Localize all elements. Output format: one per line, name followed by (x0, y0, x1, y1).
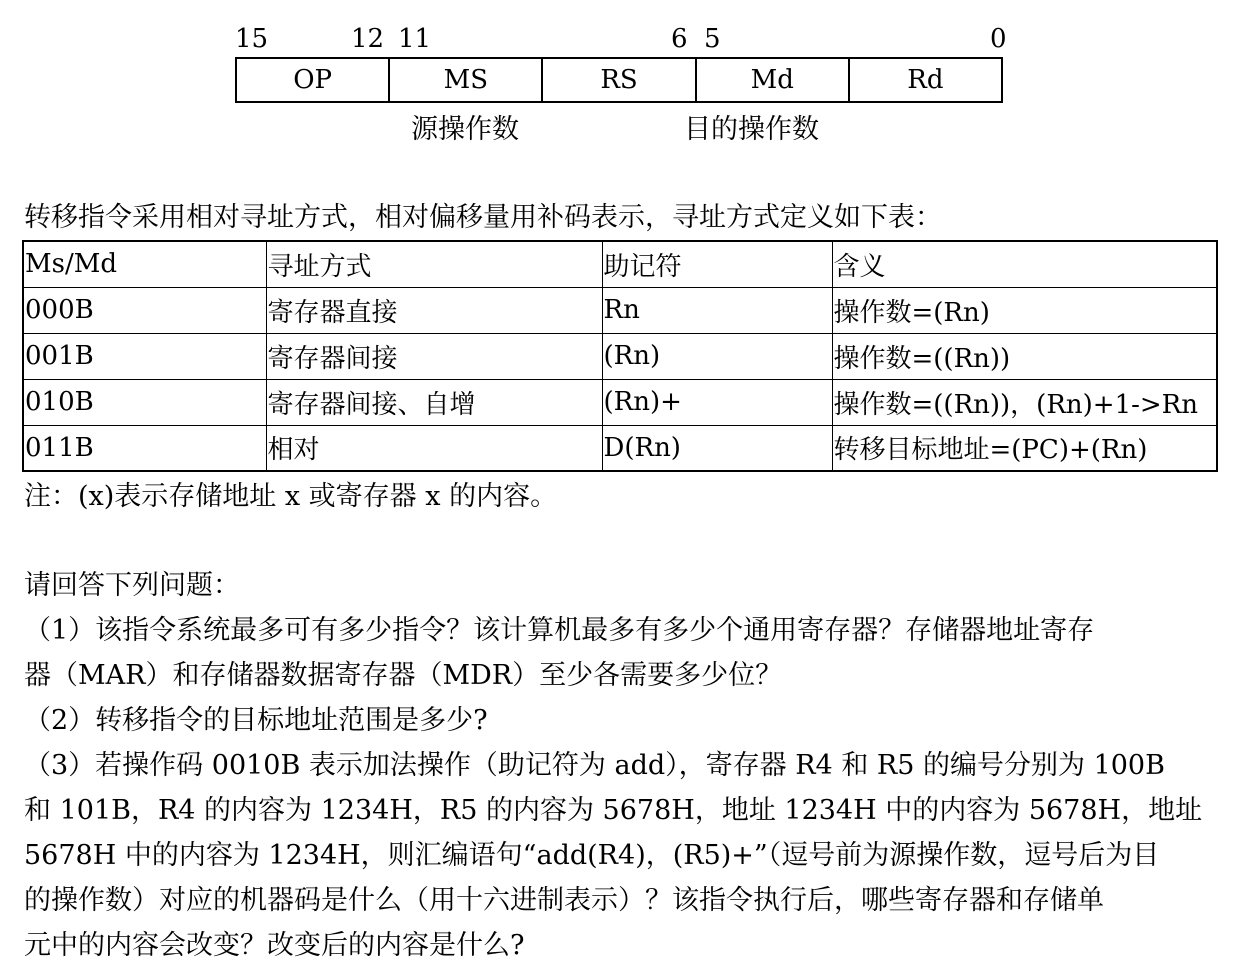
cell-meaning: 操作数=((Rn))，(Rn)+1->Rn (832, 379, 1217, 425)
field-rs: RS (543, 59, 696, 101)
bit-label-0: 0 (990, 24, 1007, 54)
cell-meaning: 操作数=(Rn) (832, 287, 1217, 333)
field-ms: MS (390, 59, 543, 101)
dest-operand-label: 目的操作数 (684, 114, 819, 145)
cell-code: 011B (23, 425, 266, 471)
header-ms-md: Ms/Md (23, 241, 266, 287)
table-row (23, 333, 1217, 379)
field-md: Md (697, 59, 850, 101)
cell-mode: 寄存器直接 (266, 287, 602, 333)
cell-meaning: 转移目标地址=(PC)+(Rn) (832, 425, 1217, 471)
cell-mnemonic: D(Rn) (602, 425, 832, 471)
cell-code: 010B (23, 379, 266, 425)
cell-mode: 相对 (266, 425, 602, 471)
cell-mode: 寄存器间接、自增 (266, 379, 602, 425)
bit-label-12: 12 (351, 24, 385, 54)
questions-prompt: 请回答下列问题： (24, 570, 240, 601)
question-line: （2）转移指令的目标地址范围是多少? (24, 705, 488, 736)
table-row (23, 379, 1217, 425)
header-mnemonic: 助记符 (602, 241, 832, 287)
bit-label-5: 5 (704, 24, 721, 54)
cell-mode: 寄存器间接 (266, 333, 602, 379)
header-mode: 寻址方式 (266, 241, 602, 287)
cell-mnemonic: Rn (602, 287, 832, 333)
bit-label-11: 11 (398, 24, 432, 54)
instruction-format-box (235, 57, 1003, 103)
intro-text: 转移指令采用相对寻址方式，相对偏移量用补码表示，寻址方式定义如下表： (24, 202, 942, 233)
bit-label-6: 6 (671, 24, 688, 54)
cell-mnemonic: (Rn)+ (602, 379, 832, 425)
question-line: 和 101B，R4 的内容为 1234H，R5 的内容为 5678H，地址 1234H 中的内容为 5678H，地址 (24, 795, 1203, 826)
field-op: OP (237, 59, 390, 101)
question-line: （1）该指令系统最多可有多少指令？该计算机最多有多少个通用寄存器？存储器地址寄存 (24, 615, 1095, 646)
table-row (23, 287, 1217, 333)
question-line: 器（MAR）和存储器数据寄存器（MDR）至少各需要多少位？ (24, 660, 783, 691)
addressing-mode-table (22, 240, 1218, 472)
question-line: 元中的内容会改变？改变后的内容是什么? (24, 930, 525, 961)
table-row (23, 425, 1217, 471)
table-note: 注：(x)表示存储地址 x 或寄存器 x 的内容。 (24, 481, 558, 512)
header-meaning: 含义 (832, 241, 1217, 287)
cell-meaning: 操作数=((Rn)) (832, 333, 1217, 379)
question-line: （3）若操作码 0010B 表示加法操作（助记符为 add），寄存器 R4 和 R5 的编号分别为 100B (24, 750, 1165, 781)
bit-position-labels (0, 22, 1234, 56)
field-rd: Rd (907, 65, 944, 95)
question-line: 5678H 中的内容为 1234H，则汇编语句“add(R4)，(R5)+”（逗号前为源操作数，逗号后为目 (24, 840, 1160, 871)
table-header-row (23, 241, 1217, 287)
bit-label-15: 15 (235, 24, 269, 54)
questions-block (24, 563, 1220, 968)
cell-code: 001B (23, 333, 266, 379)
cell-code: 000B (23, 287, 266, 333)
source-operand-label: 源操作数 (411, 114, 519, 145)
question-line: 的操作数）对应的机器码是什么（用十六进制表示）？该指令执行后，哪些寄存器和存储单 (24, 885, 1104, 916)
cell-mnemonic: (Rn) (602, 333, 832, 379)
